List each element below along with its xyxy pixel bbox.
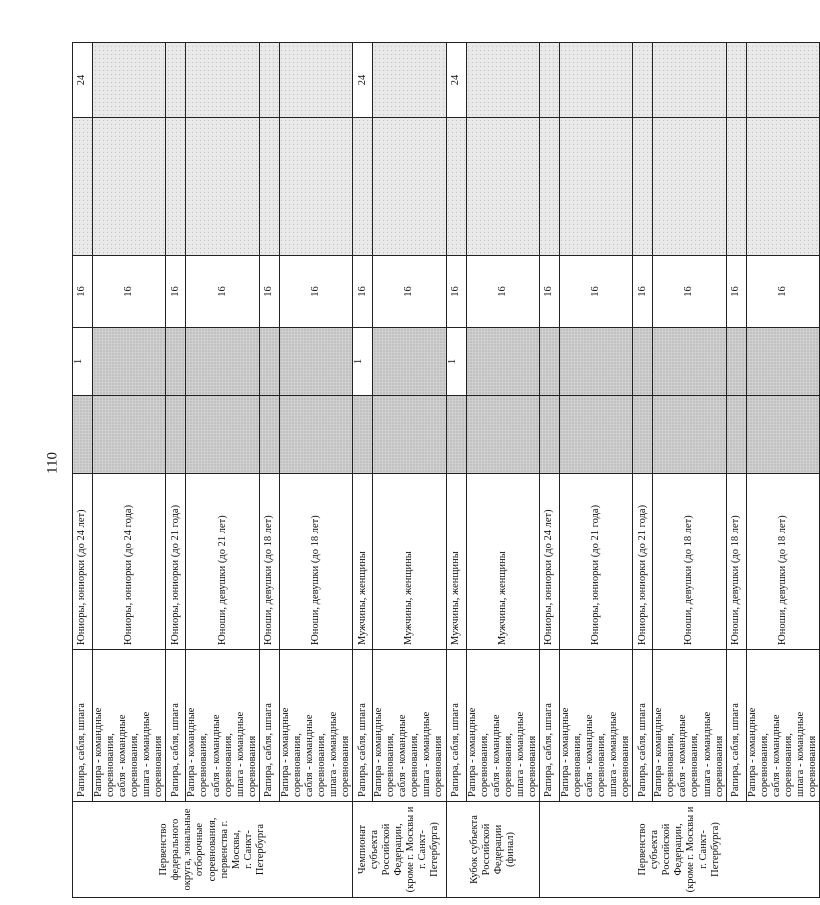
value-cell-16: 16	[353, 256, 373, 328]
text-line: округа, зональные	[182, 808, 194, 891]
value-cell-1	[93, 328, 166, 396]
value-cell-24	[186, 43, 259, 118]
text-line: (финал)	[504, 831, 516, 868]
competition-name-cell	[446, 802, 539, 898]
value-cell-24	[259, 43, 279, 118]
age-group-cell: Юноши, девушки (до 18 лет)	[726, 474, 746, 650]
age-group-cell: Юноши, девушки (до 18 лет)	[279, 474, 352, 650]
text-line: сабля - командные соревнования,	[677, 714, 701, 797]
text-line: Рапира - командные соревнования,	[559, 707, 583, 797]
value-cell-1	[559, 328, 632, 396]
table-row	[746, 43, 819, 898]
value-cell-24	[373, 43, 446, 118]
shaded-cell	[466, 118, 539, 256]
discipline-cell	[259, 650, 279, 802]
age-group-cell: Юниоры, юниорки (до 21 года)	[559, 474, 632, 650]
table-row	[93, 43, 166, 898]
text-line: шпага - командные соревнования	[514, 711, 538, 797]
age-group-cell: Юниоры, юниорки (до 24 года)	[93, 474, 166, 650]
competition-name-cell	[73, 802, 353, 898]
discipline-cell	[373, 650, 446, 802]
text-line: первенства г. Москвы,	[218, 820, 242, 879]
discipline-cell	[633, 650, 653, 802]
table-row	[653, 43, 726, 898]
shaded-cell	[653, 118, 726, 256]
text-line: Рапира, сабля, шпага	[76, 703, 88, 797]
value-cell-16: 16	[73, 256, 93, 328]
value-cell-1	[259, 328, 279, 396]
text-line: шпага - командные соревнования	[794, 711, 818, 797]
value-cell-1	[539, 328, 559, 396]
discipline-cell	[166, 650, 186, 802]
shaded-cell	[446, 118, 466, 256]
text-line: Российской Федерации	[480, 823, 504, 876]
value-cell-16: 16	[93, 256, 166, 328]
age-group-cell: Юноши, девушки (до 18 лет)	[653, 474, 726, 650]
value-cell-24: 24	[446, 43, 466, 118]
table-row	[373, 43, 446, 898]
text-line: Рапира, сабля, шпага	[263, 703, 275, 797]
discipline-cell	[93, 650, 166, 802]
text-line: Кубок субъекта	[468, 815, 480, 884]
text-line: сабля - командные соревнования,	[117, 714, 141, 797]
discipline-cell	[746, 650, 819, 802]
table-row	[539, 43, 559, 898]
shaded-cell	[746, 118, 819, 256]
discipline-cell	[539, 650, 559, 802]
discipline-cell	[446, 650, 466, 802]
text-line: сабля - командные соревнования,	[210, 714, 234, 797]
text-line: г. Санкт-Петербурга)	[697, 822, 721, 877]
shaded-cell	[373, 396, 446, 474]
value-cell-16: 16	[166, 256, 186, 328]
value-cell-16: 16	[653, 256, 726, 328]
value-cell-16: 16	[259, 256, 279, 328]
text-line: Чемпионат субъекта	[357, 824, 381, 875]
table-row	[559, 43, 632, 898]
value-cell-24	[93, 43, 166, 118]
shaded-cell	[559, 396, 632, 474]
shaded-cell	[446, 396, 466, 474]
page-number	[38, 448, 68, 478]
text-line: сабля - командные соревнования,	[770, 714, 794, 797]
value-cell-1	[653, 328, 726, 396]
shaded-cell	[73, 118, 93, 256]
value-cell-24	[166, 43, 186, 118]
age-group-cell: Мужчины, женщины	[446, 474, 466, 650]
text-line: Рапира - командные соревнования,	[186, 707, 210, 797]
value-cell-24	[726, 43, 746, 118]
table-row	[353, 43, 373, 898]
text-line: шпага - командные соревнования	[421, 711, 445, 797]
shaded-cell	[279, 118, 352, 256]
shaded-cell	[466, 396, 539, 474]
shaded-cell	[186, 118, 259, 256]
age-group-cell: Юниоры, юниорки (до 24 лет)	[539, 474, 559, 650]
shaded-cell	[373, 118, 446, 256]
shaded-cell	[166, 396, 186, 474]
age-group-cell: Юноши, девушки (до 18 лет)	[259, 474, 279, 650]
value-cell-1: 1	[73, 328, 93, 396]
shaded-cell	[746, 396, 819, 474]
text-line: сабля - командные соревнования,	[397, 714, 421, 797]
value-cell-1	[633, 328, 653, 396]
value-cell-16: 16	[186, 256, 259, 328]
discipline-cell	[653, 650, 726, 802]
value-cell-16: 16	[373, 256, 446, 328]
competition-table	[72, 42, 820, 898]
shaded-cell	[726, 396, 746, 474]
age-group-cell: Мужчины, женщины	[466, 474, 539, 650]
text-line: Российской Федерации,	[381, 823, 405, 876]
value-cell-16: 16	[633, 256, 653, 328]
table-row	[726, 43, 746, 898]
discipline-cell	[353, 650, 373, 802]
shaded-cell	[186, 396, 259, 474]
shaded-cell	[73, 396, 93, 474]
text-line: (кроме г. Москвы и	[405, 806, 417, 893]
shaded-cell	[653, 396, 726, 474]
text-line: Рапира, сабля, шпага	[169, 703, 181, 797]
page-number-text: 110	[44, 452, 61, 474]
value-cell-1	[166, 328, 186, 396]
shaded-cell	[633, 396, 653, 474]
text-line: Рапира, сабля, шпага	[636, 703, 648, 797]
text-line: Рапира, сабля, шпага	[730, 703, 742, 797]
text-line: сабля - командные соревнования,	[490, 714, 514, 797]
discipline-cell	[726, 650, 746, 802]
text-line: Рапира - командные соревнования,	[746, 707, 770, 797]
rotated-table-container	[72, 43, 818, 898]
text-line: Рапира - командные соревнования,	[93, 707, 117, 797]
value-cell-16: 16	[726, 256, 746, 328]
value-cell-1: 1	[446, 328, 466, 396]
table-row	[633, 43, 653, 898]
text-line: г. Санкт-Петербурга	[242, 823, 266, 876]
shaded-cell	[259, 396, 279, 474]
value-cell-24: 24	[353, 43, 373, 118]
text-line: Рапира - командные соревнования,	[653, 707, 677, 797]
age-group-cell: Мужчины, женщины	[353, 474, 373, 650]
text-line: сабля - командные соревнования,	[303, 714, 327, 797]
shaded-cell	[539, 396, 559, 474]
table-body	[73, 43, 820, 898]
shaded-cell	[166, 118, 186, 256]
shaded-cell	[93, 396, 166, 474]
competition-name-cell	[539, 802, 819, 898]
discipline-cell	[279, 650, 352, 802]
shaded-cell	[559, 118, 632, 256]
table-row	[446, 43, 466, 898]
value-cell-24	[279, 43, 352, 118]
table-row	[73, 43, 93, 898]
shaded-cell	[279, 396, 352, 474]
age-group-cell: Юниоры, юниорки (до 21 года)	[166, 474, 186, 650]
table-row	[279, 43, 352, 898]
age-group-cell: Юноши, девушки (до 21 лет)	[186, 474, 259, 650]
discipline-cell	[186, 650, 259, 802]
value-cell-24	[746, 43, 819, 118]
discipline-cell	[559, 650, 632, 802]
value-cell-1	[186, 328, 259, 396]
table-row	[186, 43, 259, 898]
value-cell-24	[539, 43, 559, 118]
text-line: Рапира, сабля, шпага	[449, 703, 461, 797]
text-line: Рапира, сабля, шпага	[543, 703, 555, 797]
shaded-cell	[353, 118, 373, 256]
value-cell-1	[373, 328, 446, 396]
text-line: отборочные соревнования,	[194, 817, 218, 882]
text-line: шпага - командные соревнования	[701, 711, 725, 797]
age-group-cell: Юниоры, юниорки (до 21 года)	[633, 474, 653, 650]
text-line: Рапира - командные соревнования,	[466, 707, 490, 797]
value-cell-16: 16	[466, 256, 539, 328]
value-cell-24	[466, 43, 539, 118]
age-group-cell: Юноши, девушки (до 18 лет)	[746, 474, 819, 650]
age-group-cell: Юниоры, юниорки (до 24 лет)	[73, 474, 93, 650]
shaded-cell	[93, 118, 166, 256]
value-cell-1	[466, 328, 539, 396]
value-cell-1	[746, 328, 819, 396]
text-line: Рапира, сабля, шпага	[356, 703, 368, 797]
discipline-cell	[73, 650, 93, 802]
text-line: Первенство федерального	[158, 818, 182, 881]
shaded-cell	[353, 396, 373, 474]
text-line: Рапира - командные соревнования,	[279, 707, 303, 797]
text-line: сабля - командные соревнования,	[584, 714, 608, 797]
text-line: шпага - командные соревнования	[608, 711, 632, 797]
text-line: шпага - командные соревнования	[234, 711, 258, 797]
shaded-cell	[633, 118, 653, 256]
age-group-cell: Мужчины, женщины	[373, 474, 446, 650]
value-cell-24	[633, 43, 653, 118]
text-line: Рапира - командные соревнования,	[373, 707, 397, 797]
table-row	[259, 43, 279, 898]
text-line: (кроме г. Москвы и	[685, 806, 697, 893]
value-cell-16: 16	[446, 256, 466, 328]
text-line: г. Санкт-Петербурга)	[417, 822, 441, 877]
value-cell-16: 16	[279, 256, 352, 328]
table-row	[166, 43, 186, 898]
value-cell-16: 16	[746, 256, 819, 328]
shaded-cell	[539, 118, 559, 256]
text-line: Российской Федерации,	[661, 823, 685, 876]
value-cell-24	[559, 43, 632, 118]
value-cell-16: 16	[539, 256, 559, 328]
discipline-cell	[466, 650, 539, 802]
value-cell-24: 24	[73, 43, 93, 118]
text-line: шпага - командные соревнования	[328, 711, 352, 797]
shaded-cell	[259, 118, 279, 256]
text-line: шпага - командные соревнования	[141, 711, 165, 797]
value-cell-1: 1	[353, 328, 373, 396]
value-cell-1	[726, 328, 746, 396]
shaded-cell	[726, 118, 746, 256]
value-cell-16: 16	[559, 256, 632, 328]
text-line: Первенство субъекта	[637, 823, 661, 876]
value-cell-1	[279, 328, 352, 396]
competition-name-cell	[353, 802, 446, 898]
table-row	[466, 43, 539, 898]
value-cell-24	[653, 43, 726, 118]
